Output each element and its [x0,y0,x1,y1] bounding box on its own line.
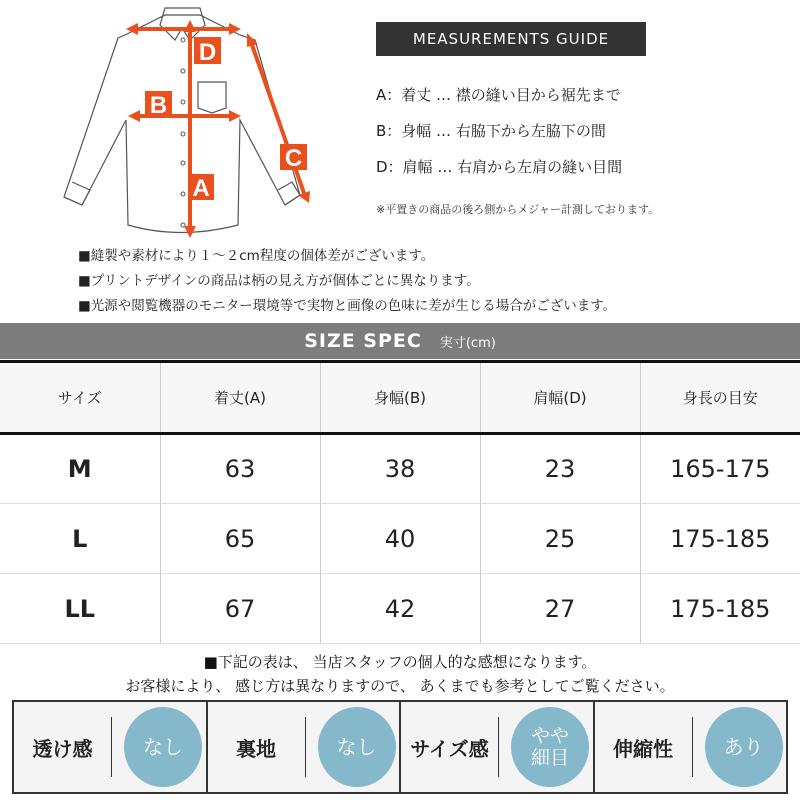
feel-size [399,702,593,792]
remark-line: お客様により、 感じ方は異なりますので、 あくまでも参考としてご覧ください。 [125,677,675,695]
column-header: 肩幅(D) [480,362,640,434]
marker-a: A [192,175,210,202]
table-cell: 165-175 [640,434,800,504]
guide-line-a: A：着丈 … 襟の縫い目から裾先まで [376,86,621,104]
guide-note: ※平置きの商品の後ろ側からメジャー計測しております。 [376,203,660,216]
marker-d: D [198,39,217,66]
feel-value-badge: なし [124,707,202,787]
shirt-measurement-diagram [0,0,360,240]
table-cell: 65 [160,504,320,574]
feel-value-badge: あり [705,707,783,787]
feel-transparency [14,702,206,792]
size-cell: M [0,434,160,504]
measurements-guide-title: MEASUREMENTS GUIDE [376,22,646,56]
note: ■光源や閲覧機器のモニター環境等で実物と画像の色味に差が生じる場合がございます。 [78,298,617,314]
table-header-row [0,362,800,434]
guide-line-d: D：肩幅 … 右肩から左肩の縫い目間 [376,158,623,176]
size-table [0,360,800,644]
size-spec-unit: 実寸(cm) [439,335,496,351]
feel-stretch [593,702,787,792]
guide-line-b: B：身幅 … 右脇下から左脇下の間 [376,122,606,140]
column-header: 身長の目安 [640,362,800,434]
marker-c: C [284,145,303,172]
column-header: 着丈(A) [160,362,320,434]
table-cell: 63 [160,434,320,504]
table-row [0,574,800,644]
marker-b: B [149,92,168,119]
feel-label: サイズ感 [410,736,489,761]
size-cell: LL [0,574,160,644]
table-cell: 38 [320,434,480,504]
table-cell: 40 [320,504,480,574]
feel-label: 伸縮性 [613,736,673,761]
table-row [0,504,800,574]
table-cell: 175-185 [640,574,800,644]
table-cell: 25 [480,504,640,574]
size-spec-title: SIZE SPEC [304,330,422,352]
size-spec-header [0,323,800,359]
feel-value-badge: なし [318,707,396,787]
feel-label: 裏地 [236,736,276,761]
table-cell: 175-185 [640,504,800,574]
note: ■縫製や素材により１～２cm程度の個体差がございます。 [78,248,435,264]
remark-line: ■下記の表は、 当店スタッフの個人的な感想になります。 [203,653,597,671]
notes [78,244,616,319]
note: ■プリントデザインの商品は柄の見え方が個体ごとに異なります。 [78,273,480,289]
column-header: 身幅(B) [320,362,480,434]
feel-value-badge: やや細目 [511,707,589,787]
feel-label: 透け感 [32,736,93,761]
table-cell: 27 [480,574,640,644]
table-cell: 42 [320,574,480,644]
size-cell: L [0,504,160,574]
table-row [0,434,800,504]
table-cell: 23 [480,434,640,504]
feel-lining [206,702,400,792]
column-header: サイズ [0,362,160,434]
feel-table [12,700,788,794]
table-cell: 67 [160,574,320,644]
